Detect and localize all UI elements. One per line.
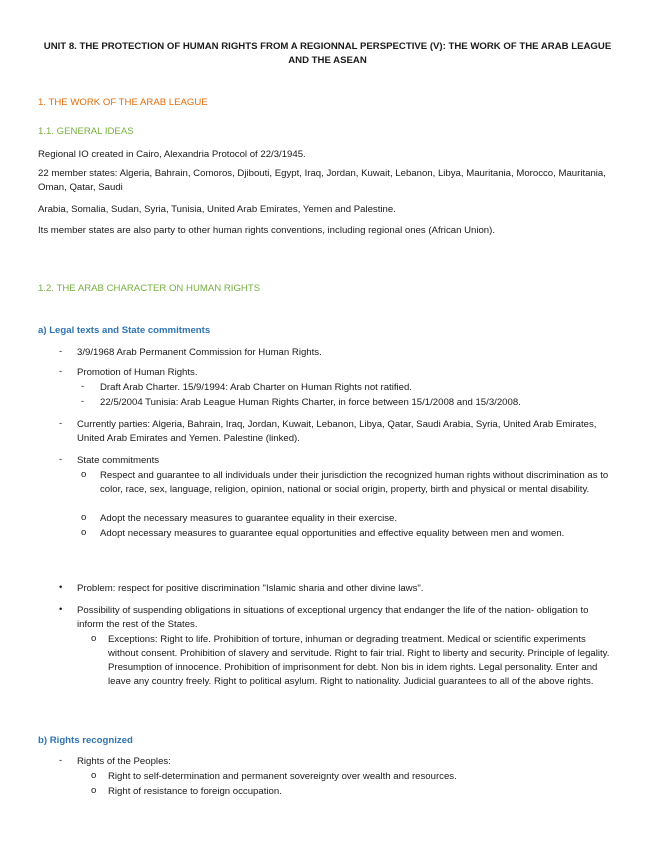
list-item-draft-charter: Draft Arab Charter. 15/9/1994: Arab Charter on Human Rights not ratified. — [100, 382, 412, 393]
paragraph-origin: Regional IO created in Cairo, Alexandria Protocol of 22/3/1945. — [38, 149, 306, 160]
list-item-problem: Problem: respect for positive discrimination "Islamic sharia and other divine laws". — [77, 583, 424, 594]
list-item-equal-opportunities: Adopt necessary measures to guarantee equal opportunities and effective equality between men and women. — [100, 528, 565, 539]
dash-marker: - — [81, 381, 85, 392]
dash-marker: - — [81, 396, 85, 407]
list-item-tunisia-charter: 22/5/2004 Tunisia: Arab League Human Rights Charter, in force between 15/1/2008 and 15/3/2008. — [100, 397, 521, 408]
subheading-rights-recognized: b) Rights recognized — [38, 735, 133, 746]
list-item-resistance: Right of resistance to foreign occupation. — [108, 786, 282, 797]
list-item-commission: 3/9/1968 Arab Permanent Commission for Human Rights. — [77, 347, 322, 358]
circle-marker: o — [81, 512, 87, 523]
section-heading-1-2: 1.2. THE ARAB CHARACTER ON HUMAN RIGHTS — [38, 283, 261, 294]
paragraph-conventions: Its member states are also party to other human rights conventions, including regional ones (African Union). — [38, 225, 496, 236]
circle-marker: o — [81, 527, 87, 538]
circle-marker: o — [91, 770, 97, 781]
bullet-marker: • — [59, 604, 63, 615]
list-item-promotion: Promotion of Human Rights. — [77, 367, 198, 378]
list-item-respect-guarantee: Respect and guarantee to all individuals under their jurisdiction the recognized human rights without discrimination as to color, race, sex, language, religion, opinion, national or social origin, property, birth and physical or mental disability. — [100, 470, 609, 495]
dash-marker: - — [59, 755, 63, 766]
dash-marker: - — [59, 346, 63, 357]
list-item-rights-of-peoples: Rights of the Peoples: — [77, 756, 171, 767]
list-item-self-determination: Right to self-determination and permanent sovereignty over wealth and resources. — [108, 771, 457, 782]
section-heading-1: 1. THE WORK OF THE ARAB LEAGUE — [38, 97, 208, 108]
dash-marker: - — [59, 454, 63, 465]
list-item-state-commitments: State commitments — [77, 455, 160, 466]
circle-marker: o — [81, 469, 87, 480]
bullet-marker: • — [59, 582, 63, 593]
list-item-suspending-obligations: Possibility of suspending obligations in situations of exceptional urgency that endanger the life of the nation- obligation to inform the rest of the States. — [77, 605, 589, 630]
list-item-equality-exercise: Adopt the necessary measures to guarantee equality in their exercise. — [100, 513, 398, 524]
section-heading-1-1: 1.1. GENERAL IDEAS — [38, 126, 134, 137]
document-title: UNIT 8. THE PROTECTION OF HUMAN RIGHTS FROM A REGIONNAL PERSPECTIVE (V): THE WORK OF THE ARAB LEAGUE AND THE ASEAN — [43, 41, 612, 66]
list-item-current-parties: Currently parties: Algeria, Bahrain, Iraq, Jordan, Kuwait, Lebanon, Libya, Qatar, Saudi Arabia, Syria, United Arab Emirates, United Arab Emirates and Yemen. Palestine (linked). — [77, 419, 597, 444]
dash-marker: - — [59, 418, 63, 429]
paragraph-member-states: 22 member states: Algeria, Bahrain, Comoros, Djibouti, Egypt, Iraq, Jordan, Kuwait, Lebanon, Libya, Mauritania, Morocco, Mauritania, Oman, Qatar, Saudi — [38, 168, 606, 193]
subheading-legal-texts: a) Legal texts and State commitments — [38, 325, 211, 336]
dash-marker: - — [59, 366, 63, 377]
circle-marker: o — [91, 633, 97, 644]
list-item-exceptions: Exceptions: Right to life. Prohibition of torture, inhuman or degrading treatment. Medical or scientific experiments without consent. Prohibition of slavery and servitude. Right to fair trial. Right to liberty and security. Principle of legality. Presumption of innocence. Prohibition of imprisonment for debt. Non bis in idem rights. Legal personality. Enter and leave any country freely. Right to political asylum. Right to nationality. Judicial guarantees to all of the above rights. — [108, 634, 610, 687]
paragraph-member-states-cont: Arabia, Somalia, Sudan, Syria, Tunisia, United Arab Emirates, Yemen and Palestine. — [38, 204, 396, 215]
circle-marker: o — [91, 785, 97, 796]
